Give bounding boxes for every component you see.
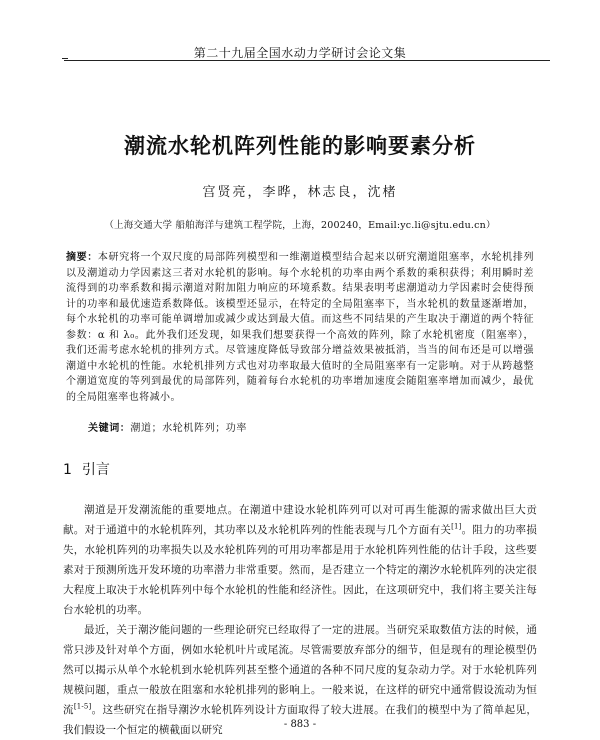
section-number: 1: [63, 462, 72, 478]
paragraph-text: 。阻力的功率损失，水轮机阵列的功率损失以及水轮机阵列的可用功率都是用于水轮机阵列性能的估计手段，这些要素对于预测所选开发环境的功率潜力非常重要。然而，是否建立一个特定的潮汐水轮机阵列的决定很大程度上取决于水轮机阵列中每个水轮机的性能和经济性。因此，在这项研究中，我们将主要关注每台水轮机的功率。: [63, 524, 537, 616]
abstract-text: 本研究将一个双尺度的局部阵列模型和一维潮道模型结合起来以研究潮道阻塞率，水轮机排列以及潮道动力学因素这三者对水轮机的影响。每个水轮机的功率由两个系数的乘积获得；利用瞬时差流得到的功率系数和揭示潮道对附加阻力响应的环境系数。结果表明考虑潮道动力学因素时会使得预计的功率和最优速造系数降低。该模型还显示，在特定的全局阻塞率下，当水轮机的数量逐渐增加，每个水轮机的功率可能单调增加或减少或达到最大值。而这些不同结果的产生取决于潮道的两个特征参数：α 和 λ₀。此外我们还发现，如果我们想要获得一个高效的阵列，除了水轮机密度（阻塞率），我们还需考虑水轮机的排列方式。尽管速度降低导致部分增益效果被抵消，当当的间布还是可以增强潮道中水轮机的性能。水轮机排列方式也对功率取最大值时的全局阻塞率有一定影响。对于从跨越整个潮道宽度的等列到最优的局部阵列，随着每台水轮机的功率增加速度会随阻塞率增加而减少，最优的全局阻塞率也将减小。: [66, 252, 534, 403]
authors: 宫贤亮，李晔，林志良，沈楮: [202, 185, 398, 200]
paper-title: 潮流水轮机阵列性能的影响要素分析: [124, 134, 476, 158]
paragraph-text: 潮道是开发潮流能的重要地点。在潮道中建设水轮机阵列可以对可再生能源的需求做出巨大贡献。对于通道中的水轮机阵列，其功率以及水轮机阵列的性能表现与几个方面有关: [63, 504, 537, 536]
body-paragraph: [63, 500, 537, 620]
abstract: [66, 250, 534, 405]
paragraph-text: 。这些研究在指导潮汐水轮机阵列设计方面取得了较大进展。在我们的模型中为了简单起见，我们假设一个恒定的横截面以研究: [63, 704, 537, 736]
citation-ref: [1]: [451, 522, 462, 531]
keywords-text: 潮道；水轮机阵列；功率: [130, 423, 248, 434]
paragraph-text: 最近，关于潮汐能问题的一些理论研究已经取得了一定的进展。当研究采取数值方法的时候，通常只涉及针对单个方面，例如水轮机叶片或尾流。尽管需要放弃部分的细节，但是现有的理论模型仍然可以揭示从单个水轮机到水轮机阵列甚至整个通道的各种不同尺度的复杂动力学。对于水轮机阵列规模问题，重点一般放在阻塞和水轮机排列的影响上。一般来说，在这样的研究中通常假设流动为恒流: [63, 624, 537, 716]
keywords-label: 关键词：: [88, 423, 131, 434]
body-text: [63, 500, 537, 740]
affiliation: （上海交通大学 船舶海洋与建筑工程学院，上海，200240，Email:yc.li@sjtu.edu.cn）: [104, 220, 496, 231]
section-title: 引言: [81, 462, 110, 478]
running-head: 第二十九届全国水动力学研讨会论文集: [193, 46, 407, 60]
citation-ref: [1-5]: [73, 702, 92, 711]
keywords: [88, 419, 528, 434]
page-number: - 883 -: [283, 719, 317, 730]
header-rule-mark: [62, 58, 68, 59]
header-rule: [64, 60, 550, 61]
abstract-label: 摘要：: [66, 252, 98, 263]
section-heading: [63, 459, 110, 479]
